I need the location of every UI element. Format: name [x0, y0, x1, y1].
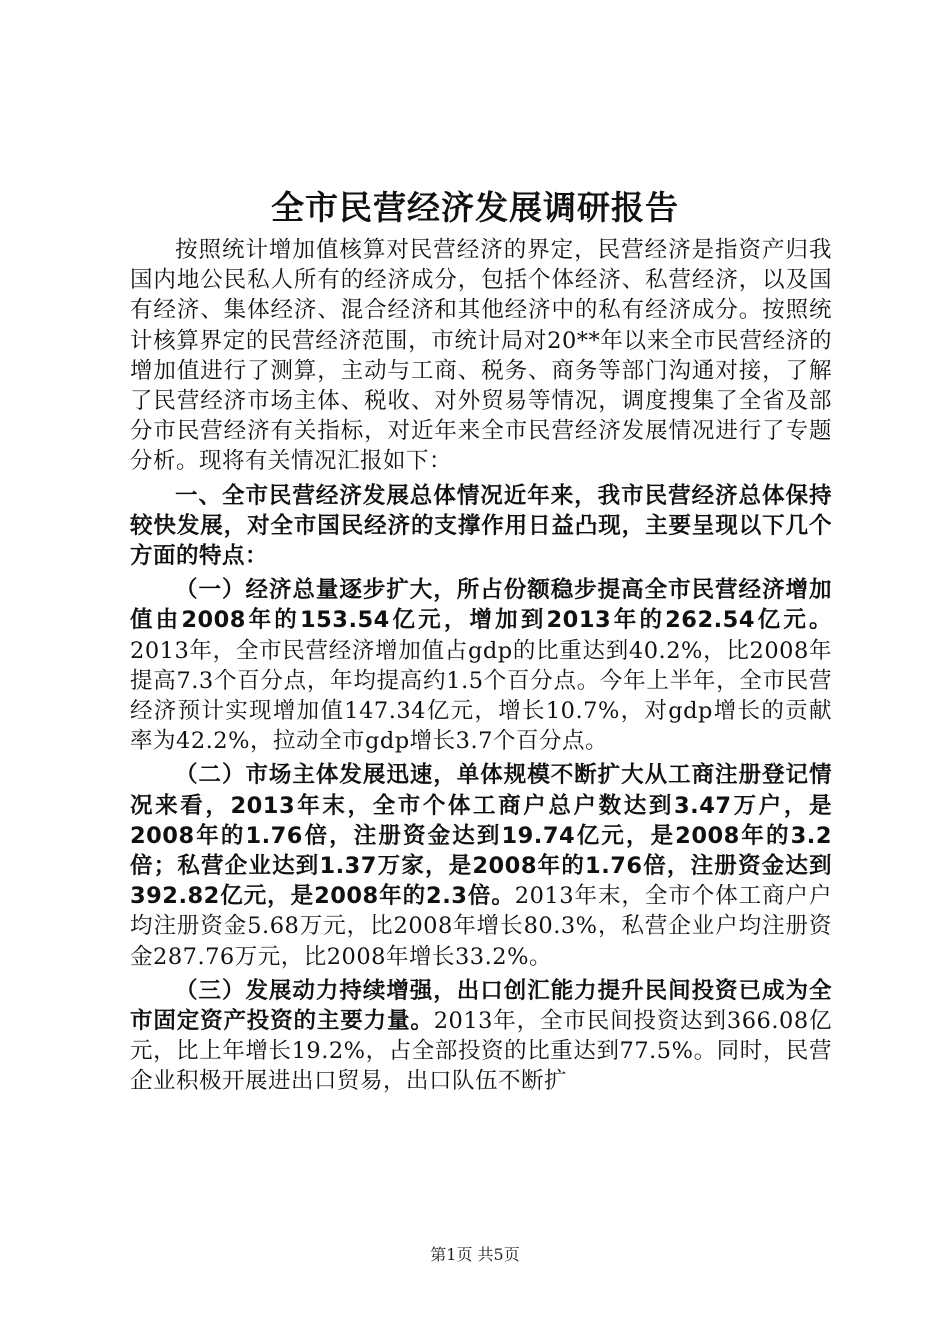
paragraph-lead: （一）经济总量逐步扩大，所占份额稳步提高全市民营经济增加值由2008年的153.54亿元，增加到2013年的262.54亿元。 [130, 577, 832, 634]
page-footer: 第1页 共5页 [430, 1245, 520, 1264]
paragraph-lead: （三）发展动力持续增强，出口创汇能力提升民间投资已成为全市固定资产投资的主要力量。 [130, 977, 832, 1035]
section-heading-overall [130, 481, 832, 572]
paragraph-text: 2013年末，全市个体工商户户均注册资金5.68万元，比2008年增长80.3%，私营企业户均注册资金287.76万元，比2008年增长33.2%。 [130, 883, 833, 970]
paragraph-text: 2013年，全市民营经济增加值占gdp的比重达到40.2%，比2008年提高7.3个百分点，年均提高约1.5个百分点。今年上半年，全市民营经济预计实现增加值147.34亿元，增长10.7%，对gdp增长的贡献率为42.2%，拉动全市gdp增长3.7个百分点。 [130, 637, 832, 755]
paragraph-text: 2013年，全市民间投资达到366.08亿元，比上年增长19.2%，占全部投资的比重达到77.5%。同时，民营企业积极开展进出口贸易，出口队伍不断扩 [130, 1008, 832, 1095]
paragraph-lead: （二）市场主体发展迅速，单体规模不断扩大从工商注册登记情况来看，2013年末，全市个体工商户总户数达到3.47万户，是2008年的1.76倍，注册资金达到19.74亿元，是2008年的3.2倍；私营企业达到1.37万家，是2008年的1.76倍，注册资金达到392.82亿元，是2008年的2.3倍。 [130, 762, 832, 910]
paragraph-development-momentum [130, 976, 832, 1097]
document-title: 全市民营经济发展调研报告 [271, 188, 679, 227]
paragraph-market-entities [130, 760, 832, 971]
paragraph-economic-scale [130, 575, 832, 756]
paragraph-lead: 一、全市民营经济发展总体情况近年来，我市民营经济总体保持较快发展，对全市国民经济的支撑作用日益凸现，主要呈现以下几个方面的特点： [130, 482, 832, 570]
document-body [130, 235, 832, 1097]
paragraph-intro [130, 235, 832, 477]
paragraph-text: 按照统计增加值核算对民营经济的界定，民营经济是指资产归我国内地公民私人所有的经济成分，包括个体经济、私营经济，以及国有经济、集体经济、混合经济和其他经济中的私有经济成分。按照统计核算界定的民营经济范围，市统计局对20**年以来全市民营经济的增加值进行了测算，主动与工商、税务、商务等部门沟通对接，了解了民营经济市场主体、税收、对外贸易等情况，调度搜集了全省及部分市民营经济有关指标，对近年来全市民营经济发展情况进行了专题分析。现将有关情况汇报如下： [130, 237, 832, 475]
